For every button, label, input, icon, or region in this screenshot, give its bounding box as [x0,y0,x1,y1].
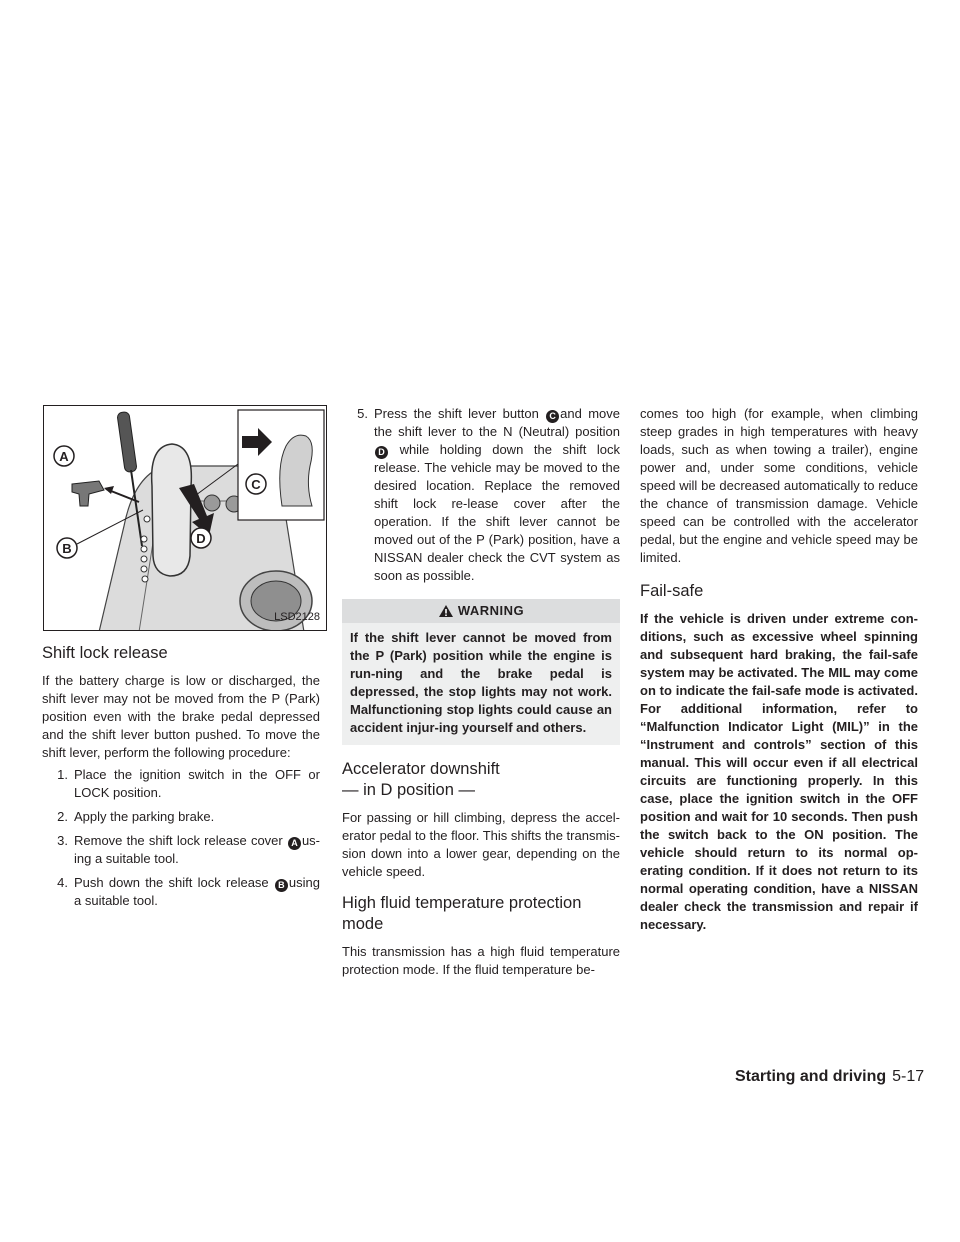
fluid-heading: High fluid temperature protection mode [342,894,582,933]
callout-c [246,474,266,494]
page-footer [735,1068,924,1086]
shift-lever-illustration [44,406,327,631]
step-2: 2. Apply the parking brake. [57,809,215,824]
svg-text:D: D [196,531,206,546]
column-2 [342,405,620,979]
shift-lock-intro: If the battery charge is low or discharged, the shift lever may not be moved from the P (Park) position even with the brake pedal depressed and the shift lever button pushed. To move the shift lever, perform the following procedure: [42,673,320,760]
callout-c-marker: C [546,410,559,423]
fluid-text-continued: comes too high (for example, when climbing steep grades in high temperatures with heavy loads, such as when towing a trailer), engine power and, under some conditions, vehicle speed will be decreased automatically to reduce the chance of transmission damage. Vehicle speed can be controlled with the accelerator pedal, but the engine and vehicle speed may be limited. [640,406,918,565]
svg-text:B: B [62,541,72,556]
callout-b-marker: B [275,879,288,892]
callout-a-marker: A [288,837,301,850]
accelerator-heading: Accelerator downshift — in D position — [342,760,500,799]
callout-d-marker: D [375,446,388,459]
page-number: 5-17 [892,1068,925,1085]
warning-text: If the shift lever cannot be moved from the P (Park) position while the engine is run-ning and the brake pedal is depressed, the stop lights may not work. Malfunctioning stop lights could cause an accident injur-ing yourself and others. [342,623,620,745]
step-4: 4. Push down the shift lock release B using a suitable tool. [57,875,320,908]
warning-triangle-icon [438,604,454,618]
figure-code: LSD2128 [274,611,320,623]
step-5: 5. Press the shift lever button C and move the shift lever to the N (Neutral) position D while holding down the shift lock release. The vehicle may be moved to the desired location. Replace the removed shift lock re-lease cover after the operation. If the shift lever cannot be moved out of the P (Park) position, have a NISSAN dealer check the CVT system as soon as possible. [357,406,620,583]
step-3: 3. Remove the shift lock release cover A us-ing a suitable tool. [57,833,320,866]
shift-lock-steps-continued [342,405,620,585]
warning-header: WARNING [342,599,620,623]
column-1 [42,405,320,916]
shift-lock-heading: Shift lock release [42,644,168,662]
failsafe-heading: Fail-safe [640,582,704,600]
fluid-text: This transmission has a high fluid temperature protection mode. If the fluid temperature be- [342,944,620,977]
callout-a [54,446,74,466]
shift-lock-steps [42,766,320,910]
step-1: 1. Place the ignition switch in the OFF or LOCK position. [57,767,320,800]
accelerator-text: For passing or hill climbing, depress the accel-erator pedal to the floor. This shifts the transmis-sion down into a lower gear, depending on the vehicle speed. [342,810,620,879]
footer-section: Starting and driving [735,1068,887,1085]
callout-b [57,538,77,558]
svg-text:A: A [59,449,69,464]
warning-box [342,599,620,745]
shift-lock-figure [43,405,327,631]
failsafe-text: If the vehicle is driven under extreme con-ditions, such as excessive wheel spinning and subsequent hard braking, the fail-safe system may be activated. The MIL may come on to indicate the fail-safe mode is activated. For additional information, refer to “Malfunction Indicator Light (MIL)” in the “Instrument and controls” section of this manual. This will occur even if all electrical circuits are functioning properly. In this case, place the ignition switch in the OFF position and wait for 10 seconds. Then push the switch back to the ON position. The vehicle should return to its normal op-erating condition. If it does not return to its normal operating condition, have a NISSAN dealer check the transmission and repair if necessary. [640,611,918,932]
column-3 [640,405,918,934]
svg-text:C: C [251,477,261,492]
callout-d [191,528,211,548]
